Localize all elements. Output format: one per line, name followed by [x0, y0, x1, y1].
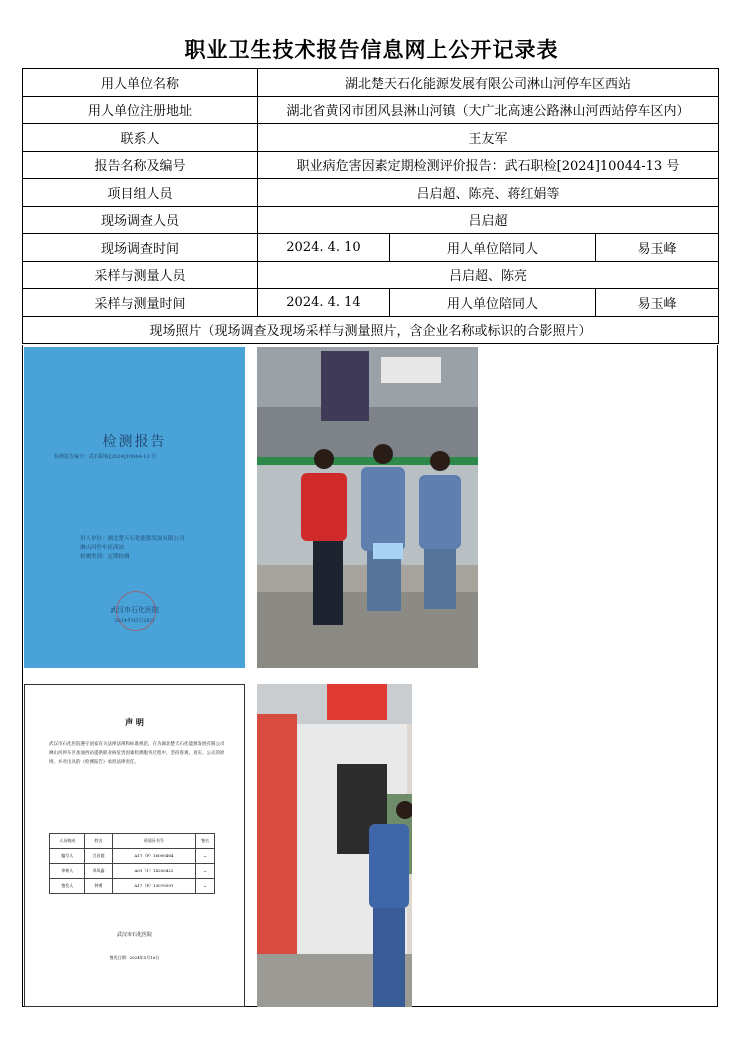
cover-client-site: 淋山河停车区西站 [80, 545, 125, 551]
record-table [22, 68, 719, 344]
unit-name-value: 湖北楚天石化能源发展有限公司淋山河停车区西站 [258, 69, 719, 97]
table-row [50, 864, 215, 879]
staff-role: 审核人 [50, 864, 85, 879]
report-label: 报告名称及编号 [23, 151, 258, 179]
group-photo [257, 347, 478, 668]
sampling-time-value: 2024. 4. 14 [258, 289, 390, 317]
report-cover-photo [24, 347, 245, 668]
staff-cert: A17（P）16000464 [112, 849, 196, 864]
staff-cert: A01（1）14200422 [112, 864, 196, 879]
survey-time-label: 现场调查时间 [23, 234, 258, 262]
address-value: 湖北省黄冈市团风县淋山河镇（大广北高速公路淋山河西站停车区内） [258, 96, 719, 124]
declaration-header: 资质证书号 [112, 834, 196, 849]
staff-cert: A17（P）13070591 [112, 879, 196, 894]
contact-label: 联系人 [23, 124, 258, 152]
survey-time-value: 2024. 4. 10 [258, 234, 390, 262]
cover-info [80, 535, 185, 562]
declaration-org: 武汉市石化医院 [116, 932, 152, 938]
signature: ~ [196, 879, 215, 894]
declaration-table [49, 833, 215, 894]
staff-name: 吕启超 [85, 849, 112, 864]
sampling-staff-label: 采样与测量人员 [23, 261, 258, 289]
team-label: 项目组人员 [23, 179, 258, 207]
declaration-photo [24, 684, 245, 1007]
photos-area [22, 345, 718, 1007]
sampling-time-label: 采样与测量时间 [23, 289, 258, 317]
declaration-title: 声 明 [125, 717, 144, 727]
sampling-escort-value: 易玉峰 [596, 289, 719, 317]
group-photo-image [257, 347, 478, 668]
staff-name: 邓凤鑫 [85, 864, 112, 879]
survey-escort-label: 用人单位陪同人 [390, 234, 596, 262]
signature: ~ [196, 864, 215, 879]
survey-staff-label: 现场调查人员 [23, 206, 258, 234]
table-row [50, 849, 215, 864]
staff-role: 签发人 [50, 879, 85, 894]
report-value: 职业病危害因素定期检测评价报告：武石职检[2024]10044-13 号 [258, 151, 719, 179]
staff-name: 钟勇 [85, 879, 112, 894]
cover-org: 武汉市石化医院 [110, 606, 159, 614]
photos-label: 现场照片（现场调查及现场采样与测量照片，含企业名称或标识的合影照片） [23, 316, 719, 344]
staff-role: 编写人 [50, 849, 85, 864]
declaration-text: 武汉市石化医院遵守国家有关法律法规和标准规范，在为湖北楚天石化能源发展有限公司淋山河停车区加油西站提供职业病危害因素检测服务过程中，坚持客观、真实、公正的原则，并对出具的《检测报告》承担法律责任。 [49, 742, 225, 765]
team-value: 吕启超、陈亮、蒋红娟等 [258, 179, 719, 207]
survey-escort-value: 易玉峰 [596, 234, 719, 262]
signature: ~ [196, 849, 215, 864]
contact-value: 王友军 [258, 124, 719, 152]
cover-client: 用人单位：湖北楚天石化能源发展有限公司 [80, 536, 185, 542]
cover-date: 2024年05月16日 [114, 618, 155, 624]
sampling-photo-image [257, 684, 412, 1007]
cover-number: 检测报告编号：武石职检[2024]10044-13 号 [54, 454, 157, 460]
cover-category: 检测类别：定期检测 [80, 554, 130, 560]
sampling-photo [257, 684, 412, 1007]
declaration-header: 姓名 [85, 834, 112, 849]
address-label: 用人单位注册地址 [23, 96, 258, 124]
declaration-date: 签发日期：2024年5月16日 [109, 955, 160, 960]
sampling-staff-value: 吕启超、陈亮 [258, 261, 719, 289]
page-title: 职业卫生技术报告信息网上公开记录表 [184, 38, 559, 62]
declaration-header: 签名 [196, 834, 215, 849]
survey-staff-value: 吕启超 [258, 206, 719, 234]
cover-title: 检测报告 [102, 434, 167, 450]
table-row [50, 879, 215, 894]
sampling-escort-label: 用人单位陪同人 [390, 289, 596, 317]
declaration-header: 人员构成 [50, 834, 85, 849]
unit-name-label: 用人单位名称 [23, 69, 258, 97]
